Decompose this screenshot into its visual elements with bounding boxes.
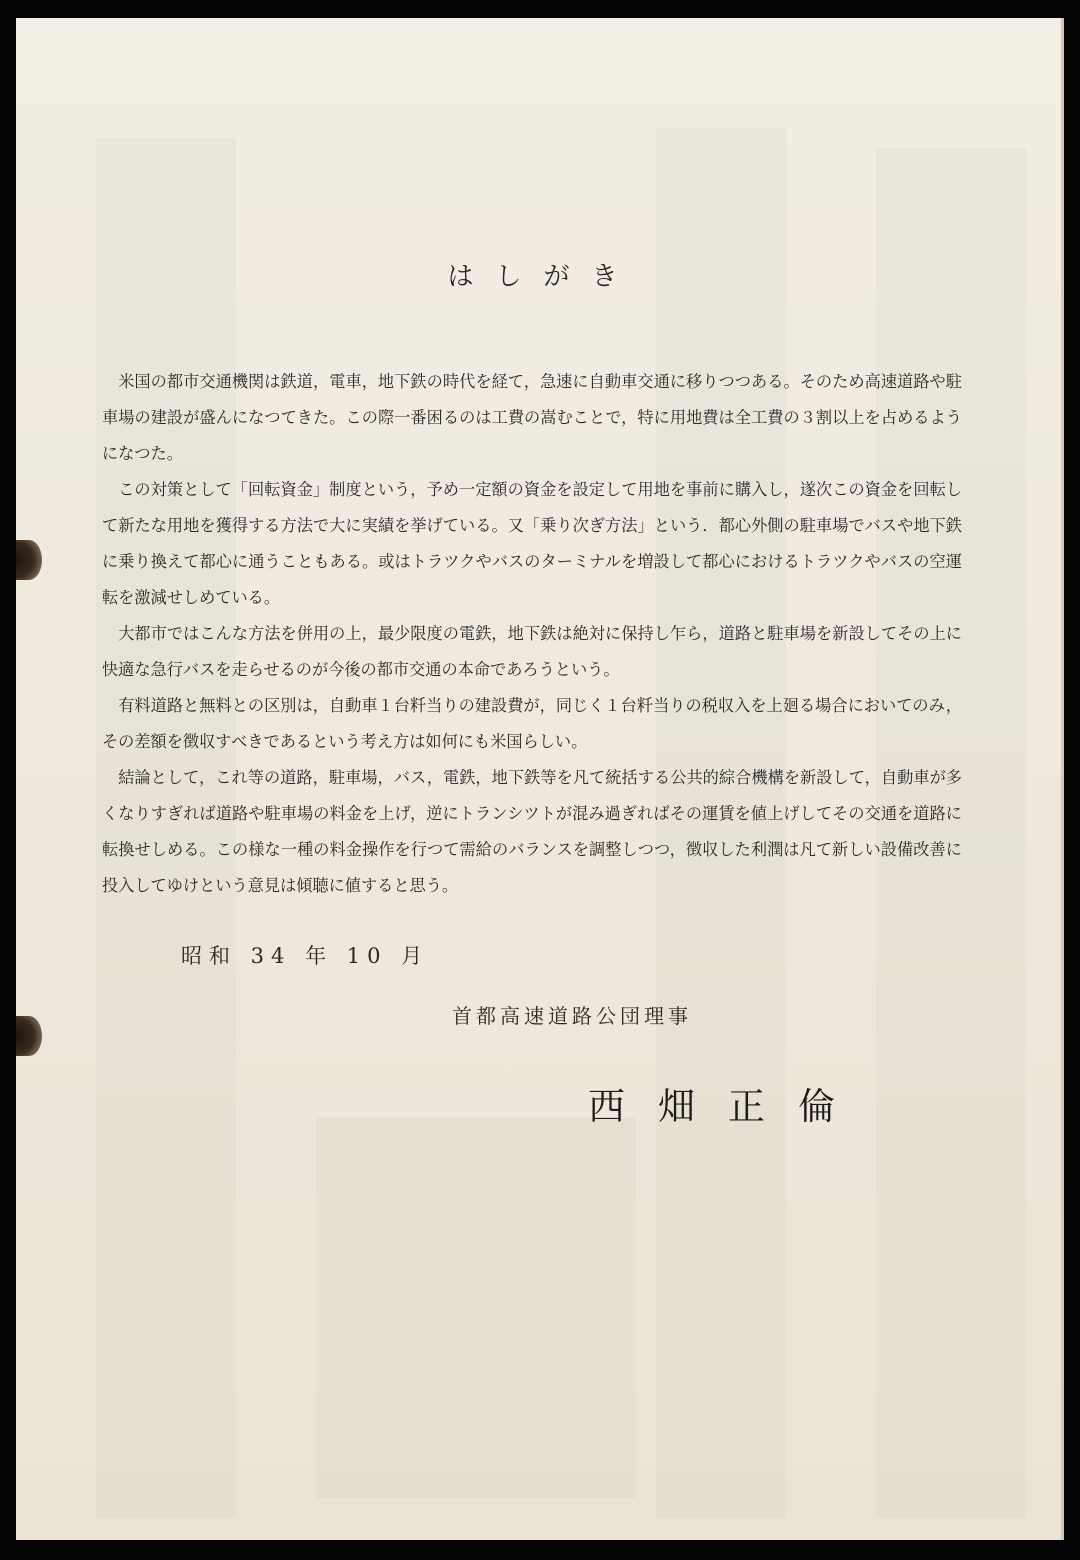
document-date: 昭和 34 年 10 月 xyxy=(181,944,430,968)
binder-hole xyxy=(16,1016,42,1056)
paragraph: 結論として，これ等の道路，駐車場，バス，電鉄，地下鉄等を凡て統括する公共的綜合機構を新設して，自動車が多くなりすぎれば道路や駐車場の料金を上げ，逆にトランシツトが混み過ぎればその運賃を値上げしてその交通を道路に転換せしめる。この様な一種の料金操作を行つて需給のバランスを調整しつつ，徴収した利潤は凡て新しい設備改善に投入してゆけという意見は傾聴に値すると思う。 xyxy=(102,768,962,895)
paragraph: 米国の都市交通機関は鉄道，電車，地下鉄の時代を経て，急速に自動車交通に移りつつある。そのため高速道路や駐車場の建設が盛んになつてきた。この際一番困るのは工費の嵩むことで，特に用地費は全工費の３割以上を占めるようになつた。 xyxy=(102,372,962,463)
document-page xyxy=(16,18,1064,1540)
paragraph: 大都市ではこんな方法を併用の上，最少限度の電鉄，地下鉄は絶対に保持し乍ら，道路と駐車場を新設してその上に快適な急行バスを走らせるのが今後の都市交通の本命であろうという。 xyxy=(102,624,962,679)
paragraph: この対策として「回転資金」制度という，予め一定額の資金を設定して用地を事前に購入し，遂次この資金を回転して新たな用地を獲得する方法で大に実績を挙げている。又「乗り次ぎ方法」という．都心外側の駐車場でバスや地下鉄に乗り換えて都心に通うこともある。或はトラツクやバスのターミナルを増設して都心におけるトラツクやバスの空運転を激減せしめている。 xyxy=(102,480,962,607)
body-text xyxy=(102,364,962,904)
binder-hole xyxy=(16,540,42,580)
signer-name: 西畑正倫 xyxy=(588,1085,868,1128)
signer-organization: 首都高速道路公団理事 xyxy=(452,1004,692,1028)
page-title: はしがき xyxy=(447,262,640,292)
paragraph: 有料道路と無料との区別は，自動車１台粁当りの建設費が，同じく１台粁当りの税収入を上廻る場合においてのみ，その差額を徴収すべきであるという考え方は如何にも米国らしい。 xyxy=(102,696,962,751)
show-through-shadow xyxy=(316,1118,636,1498)
